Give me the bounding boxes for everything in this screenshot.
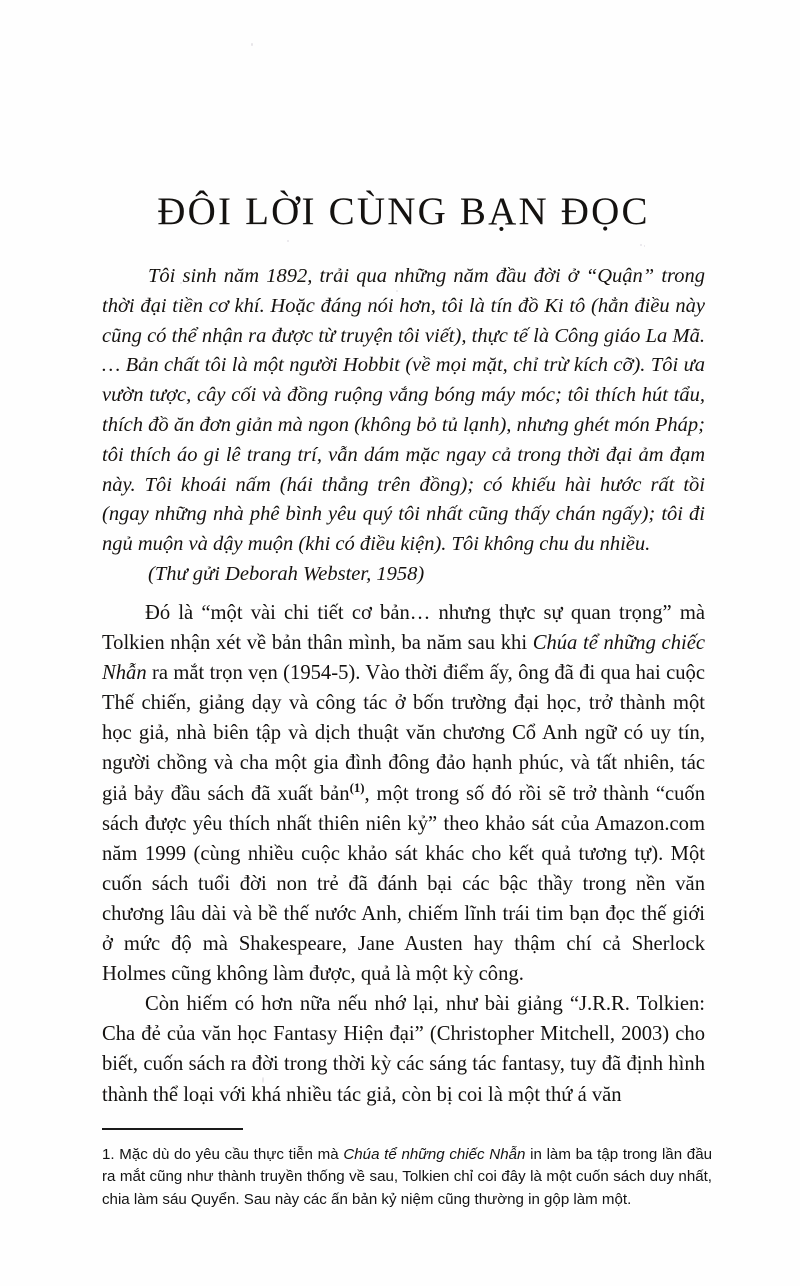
scan-speckle (640, 244, 642, 246)
epigraph-attribution: (Thư gửi Deborah Webster, 1958) (148, 562, 425, 585)
footnote-part-1: Mặc dù do yêu cầu thực tiễn mà (114, 1146, 344, 1163)
footnote-reference-marker[interactable]: (1) (349, 780, 365, 795)
body-paragraph-1 (102, 598, 705, 989)
scan-speckle (644, 245, 645, 247)
epigraph-text: Tôi sinh năm 1892, trải qua những năm đầu đời ở “Quận” trong thời đại tiền cơ khí. Hoặc đáng nói hơn, tôi là tín đồ Ki tô (hẳn điều này cũng có thể nhận ra được từ truyện tôi viết), thực tế là Công giáo La Mã. … Bản chất tôi là một người Hobbit (về mọi mặt, chỉ trừ kích cỡ). Tôi ưa vườn tược, cây cối và đồng ruộng vắng bóng máy móc; tôi thích hút tẩu, thích đồ ăn đơn giản mà ngon (không bỏ tủ lạnh), nhưng ghét món Pháp; tôi thích áo gi lê trang trí, vẫn dám mặc ngay cả trong thời đại ảm đạm này. Tôi khoái nấm (hái thẳng trên đồng); có khiếu hài hước rất tồi (ngay những nhà phê bình yêu quý tôi nhất cũng thấy chán ngấy); tôi đi ngủ muộn và dậy muộn (khi có điều kiện). Tôi không chu du nhiều. (102, 265, 705, 556)
footnote-1 (102, 1144, 712, 1211)
page-title: ĐÔI LỜI CÙNG BẠN ĐỌC (157, 190, 650, 233)
paragraph-1-part-2: ra mắt trọn vẹn (1954-5). Vào thời điểm ấy, ông đã đi qua hai cuộc Thế chiến, giảng dạy và công tác ở bốn trường đại học, trở thành một học giả, nhà biên tập và dịch thuật văn chương Cổ Anh ngữ có uy tín, người chồng và cha một gia đình đông đảo hạnh phúc, và tất nhiên, tác giả bảy đầu sách đã xuất bản (102, 662, 705, 805)
paragraph-1-part-1: Đó là “một vài chi tiết cơ bản… nhưng thực sự quan trọng” mà Tolkien nhận xét về bản thân mình, ba năm sau khi (102, 602, 705, 655)
footnote-block (102, 1128, 712, 1211)
paragraph-1-part-3: , một trong số đó rồi sẽ trở thành “cuốn sách được yêu thích nhất thiên niên kỷ” theo khảo sát của Amazon.com năm 1999 (cùng nhiều cuộc khảo sát khác cho kết quả tương tự). Một cuốn sách tuổi đời non trẻ đã đánh bại các bậc thầy trong nền văn chương lâu dài và bề thế nước Anh, chiếm lĩnh trái tim bạn đọc thế giới ở mức độ mà Shakespeare, Jane Austen hay thậm chí cả Sherlock Holmes cũng không làm được, quả là một kỳ công. (102, 782, 705, 986)
scan-speckle (287, 240, 289, 242)
epigraph-block (102, 262, 705, 590)
footnote-number: 1. (102, 1146, 115, 1163)
footnote-separator-rule (102, 1128, 243, 1130)
book-title-inline: Chúa tể những chiếc Nhẫn (102, 632, 705, 685)
footnote-part-2: in làm ba tập trong lần đầu ra mắt cũng như thành truyền thống về sau, Tolkien chỉ coi đây là một cuốn sách duy nhất, chia làm sáu Quyển. Sau này các ấn bản kỷ niệm cũng thường in gộp làm một. (102, 1146, 712, 1208)
body-text-block (102, 598, 705, 1110)
body-paragraph-2: Còn hiếm có hơn nữa nếu nhớ lại, như bài giảng “J.R.R. Tolkien: Cha đẻ của văn học Fantasy Hiện đại” (Christopher Mitchell, 2003) cho biết, cuốn sách ra đời trong thời kỳ các sáng tác fantasy, tuy đã định hình thành thể loại với khá nhiều tác giả, còn bị coi là một thứ á văn (102, 993, 705, 1106)
scan-speckle (251, 43, 253, 46)
footnote-book-title: Chúa tể những chiếc Nhẫn (343, 1146, 526, 1163)
